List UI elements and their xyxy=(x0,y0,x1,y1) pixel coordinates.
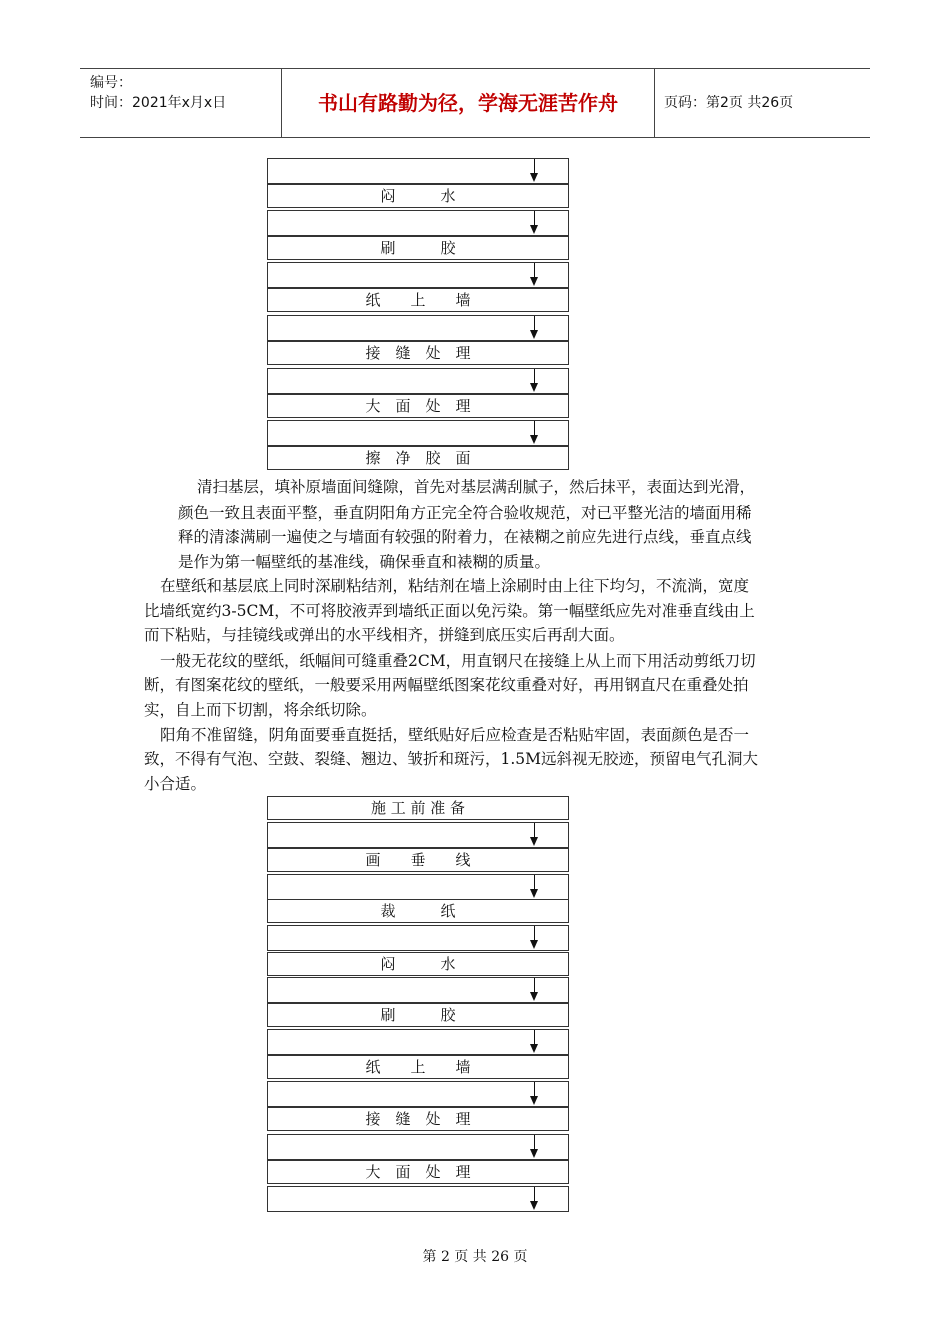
arrow-down-icon xyxy=(530,1096,538,1105)
flow-step: 闷 水 xyxy=(267,184,569,208)
flow-arrow xyxy=(267,1134,569,1160)
flow-arrow xyxy=(267,822,569,848)
paragraph-line: 阳角不准留缝，阴角面要垂直挺括，壁纸贴好后应检查是否粘贴牢固，表面颜色是否一 xyxy=(160,726,750,744)
flow-arrow xyxy=(267,1186,569,1212)
paragraph-line: 而下粘贴，与挂镜线或弹出的水平线相齐，拼缝到底压实后再刮大面。 xyxy=(144,626,625,644)
arrow-down-icon xyxy=(530,1201,538,1210)
flow-arrow xyxy=(267,315,569,341)
flow-arrow xyxy=(267,210,569,236)
header-divider xyxy=(654,69,655,137)
paragraph-line: 颜色一致且表面平整，垂直阴阳角方正完全符合验收规范，对已平整光洁的墙面用稀 xyxy=(178,504,752,522)
arrow-down-icon xyxy=(530,330,538,339)
flow-arrow xyxy=(267,874,569,900)
paragraph-line: 小合适。 xyxy=(144,775,207,793)
paragraph-line: 释的清漆满刷一遍使之与墙面有较强的附着力，在裱糊之前应先进行点线，垂直点线 xyxy=(178,528,752,546)
paragraph-line: 致，不得有气泡、空鼓、裂缝、翘边、皱折和斑污，1.5M远斜视无胶迹，预留电气孔洞大 xyxy=(144,750,759,768)
flow-step: 画 垂 线 xyxy=(267,848,569,872)
arrow-down-icon xyxy=(530,225,538,234)
paragraph-line: 在壁纸和基层底上同时深刷粘结剂，粘结剂在墙上涂刷时由上往下均匀，不流淌，宽度 xyxy=(160,577,750,595)
flow-arrow xyxy=(267,925,569,951)
flow-arrow xyxy=(267,262,569,288)
arrow-down-icon xyxy=(530,1044,538,1053)
arrow-down-icon xyxy=(530,837,538,846)
paragraph-line: 实，自上而下切割，将余纸切除。 xyxy=(144,701,377,719)
arrow-down-icon xyxy=(530,435,538,444)
arrow-down-icon xyxy=(530,992,538,1001)
flow-step: 接 缝 处 理 xyxy=(267,1107,569,1131)
flow-step: 大 面 处 理 xyxy=(267,394,569,418)
flow-arrow xyxy=(267,1029,569,1055)
flow-step: 纸 上 墙 xyxy=(267,288,569,312)
header-page-info: 页码：第2页 共26页 xyxy=(664,95,794,111)
flow-arrow xyxy=(267,1081,569,1107)
arrow-down-icon xyxy=(530,383,538,392)
flow-step: 刷 胶 xyxy=(267,236,569,260)
flow-step: 刷 胶 xyxy=(267,1003,569,1027)
flow-step: 大 面 处 理 xyxy=(267,1160,569,1184)
flow-arrow xyxy=(267,158,569,184)
paragraph-line: 断，有图案花纹的壁纸，一般要采用两幅壁纸图案花纹重叠对好，再用钢直尺在重叠处拍 xyxy=(144,676,749,694)
flow-step: 施 工 前 准 备 xyxy=(267,796,569,820)
flow-step: 纸 上 墙 xyxy=(267,1055,569,1079)
paragraph-line: 清扫基层，填补原墙面间缝隙，首先对基层满刮腻子，然后抹平，表面达到光滑， xyxy=(197,478,756,496)
flow-arrow xyxy=(267,977,569,1003)
arrow-down-icon xyxy=(530,940,538,949)
flow-step: 接 缝 处 理 xyxy=(267,341,569,365)
document-time: 时间：2021年x月x日 xyxy=(90,95,227,111)
flow-arrow xyxy=(267,420,569,446)
flow-step: 擦 净 胶 面 xyxy=(267,446,569,470)
arrow-down-icon xyxy=(530,277,538,286)
arrow-down-icon xyxy=(530,889,538,898)
paragraph-line: 一般无花纹的壁纸，纸幅间可缝重叠2CM，用直钢尺在接缝上从上而下用活动剪纸刀切 xyxy=(160,652,756,670)
flow-arrow xyxy=(267,368,569,394)
arrow-down-icon xyxy=(530,1149,538,1158)
document-number-label: 编号： xyxy=(90,75,132,91)
paragraph-line: 是作为第一幅壁纸的基准线，确保垂直和裱糊的质量。 xyxy=(178,553,551,571)
page-header xyxy=(80,68,870,138)
page-footer: 第 2 页 共 26 页 xyxy=(422,1249,528,1265)
header-motto: 书山有路勤为径，学海无涯苦作舟 xyxy=(318,91,618,115)
arrow-down-icon xyxy=(530,173,538,182)
flow-step: 裁 纸 xyxy=(267,899,569,923)
header-meta xyxy=(90,73,226,113)
flow-step: 闷 水 xyxy=(267,952,569,976)
paragraph-line: 比墙纸宽约3-5CM，不可将胶液弄到墙纸正面以免污染。第一幅壁纸应先对准垂直线由上 xyxy=(144,602,755,620)
